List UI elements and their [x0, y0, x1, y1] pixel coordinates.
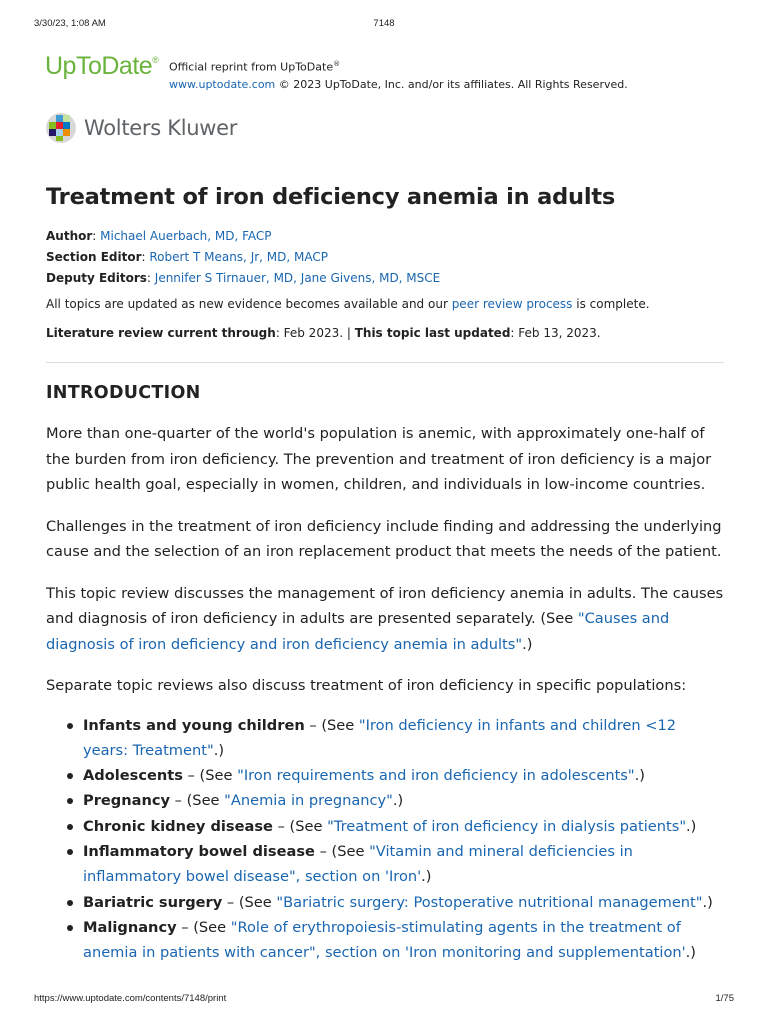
see-text: – (See [222, 893, 277, 911]
close-text: .) [702, 893, 713, 911]
see-text: – (See [170, 792, 225, 810]
last-updated-label: This topic last updated [354, 326, 511, 340]
bullet-icon [67, 849, 73, 855]
uptodate-logo [45, 52, 158, 81]
uptodate-logo-mark: ® [152, 55, 159, 65]
see-text: – (See [304, 716, 359, 734]
population-label: Bariatric surgery [83, 893, 223, 911]
list-item [46, 763, 724, 788]
population-link[interactable]: "Bariatric surgery: Postoperative nutritional management" [276, 893, 703, 911]
lit-review-value: : Feb 2023. | [275, 326, 355, 340]
intro-p3-post: .) [522, 635, 533, 653]
list-item [46, 890, 724, 915]
population-label: Infants and young children [83, 716, 305, 734]
author-line: Author: Michael Auerbach, MD, FACP [46, 229, 272, 243]
section-editor-label: Section Editor [46, 250, 142, 264]
see-text: – (See [176, 918, 231, 936]
see-text: – (See [182, 767, 238, 785]
bullet-icon [67, 925, 73, 931]
list-item [46, 839, 724, 890]
uptodate-logo-text: UpToDate [45, 52, 153, 80]
article-meta [46, 226, 724, 289]
deputy-editors-line: Deputy Editors: Jennifer S Tirnauer, MD, Jane Givens, MD, MSCE [46, 271, 441, 285]
intro-paragraph-3 [46, 581, 724, 658]
population-link[interactable]: "Anemia in pregnancy" [224, 792, 393, 810]
close-text: .) [634, 767, 645, 785]
list-item [46, 788, 724, 813]
print-date: 3/30/23, 1:08 AM [34, 18, 106, 29]
intro-paragraph-2: Challenges in the treatment of iron deficiency include finding and addressing the underlying cause and the selection of an iron replacement product that meets the needs of the patient. [46, 517, 722, 560]
populations-list [46, 713, 724, 966]
population-link[interactable]: "Treatment of iron deficiency in dialysis patients" [327, 817, 687, 835]
list-item [46, 814, 724, 839]
population-link[interactable]: "Iron requirements and iron deficiency in adolescents" [237, 767, 635, 785]
close-text: .) [686, 817, 697, 835]
population-label: Malignancy [83, 918, 177, 936]
peer-review-link[interactable]: peer review process [451, 297, 573, 311]
copyright-text: © 2023 UpToDate, Inc. and/or its affiliates. All Rights Reserved. [278, 77, 628, 91]
section-editor-line: Section Editor: Robert T Means, Jr, MD, MACP [46, 250, 328, 264]
population-link[interactable]: "Role of erythropoiesis-stimulating agents in the treatment of anemia in patients with cancer", section on 'Iron monitoring and supplementation' [83, 918, 686, 962]
see-text: – (See [272, 817, 328, 835]
close-text: .) [213, 741, 225, 759]
print-doc-id: 7148 [373, 18, 395, 29]
update-note-pre: All topics are updated as new evidence becomes available and our [46, 297, 452, 311]
population-label: Inflammatory bowel disease [83, 842, 315, 860]
bullet-icon [67, 773, 73, 779]
close-text: .) [421, 868, 432, 886]
introduction-heading: INTRODUCTION [46, 383, 201, 403]
print-page-number: 1/75 [715, 993, 734, 1004]
reprint-mark: ® [333, 60, 341, 68]
intro-paragraph-1: More than one-quarter of the world's population is anemic, with approximately one-half of the burden from iron deficiency. The prevention and treatment of iron deficiency is a major public health goal, especially in women, children, and individuals in low-income countries. [46, 425, 712, 493]
update-note-post: is complete. [572, 297, 650, 311]
population-label: Chronic kidney disease [83, 817, 273, 835]
population-link[interactable]: "Iron deficiency in infants and children <12 years: Treatment" [83, 716, 677, 759]
close-text: .) [685, 944, 697, 962]
bullet-icon [67, 723, 73, 729]
population-label: Pregnancy [83, 792, 171, 810]
see-text: – (See [314, 842, 370, 860]
review-dates [46, 325, 724, 342]
causes-diagnosis-link[interactable]: "Causes and diagnosis of iron deficiency and iron deficiency anemia in adults" [46, 610, 670, 653]
close-text: .) [392, 792, 404, 810]
last-updated-value: : Feb 13, 2023. [510, 326, 601, 340]
list-item [46, 915, 724, 966]
population-label: Adolescents [83, 767, 183, 785]
deputy-editors-label: Deputy Editors [46, 271, 147, 285]
reprint-notice [169, 56, 689, 93]
population-link[interactable]: "Vitamin and mineral deficiencies in inflammatory bowel disease", section on 'Iron' [83, 842, 633, 886]
author-link[interactable]: Michael Auerbach, MD, FACP [100, 229, 272, 243]
bullet-icon [67, 798, 73, 804]
uptodate-site-link[interactable]: www.uptodate.com [169, 77, 276, 91]
bullet-icon [67, 900, 73, 906]
section-editor-link[interactable]: Robert T Means, Jr, MD, MACP [149, 250, 328, 264]
update-note [46, 296, 724, 313]
section-divider [46, 362, 724, 363]
author-label: Author [46, 229, 93, 243]
reprint-line: Official reprint from UpToDate [169, 60, 334, 74]
print-footer [34, 993, 734, 1004]
article-title: Treatment of iron deficiency anemia in adults [46, 184, 616, 210]
wolters-kluwer-mark-icon [45, 112, 77, 144]
intro-paragraph-4: Separate topic reviews also discuss treatment of iron deficiency in specific populations: [46, 677, 687, 694]
article [46, 180, 724, 965]
deputy-editors-link[interactable]: Jennifer S Tirnauer, MD, Jane Givens, MD, MSCE [154, 271, 441, 285]
wolters-kluwer-name: Wolters Kluwer [84, 116, 238, 140]
print-url: https://www.uptodate.com/contents/7148/print [34, 993, 227, 1004]
bullet-icon [67, 824, 73, 830]
lit-review-label: Literature review current through [46, 326, 276, 340]
intro-p3-text: This topic review discusses the management of iron deficiency anemia in adults. The causes and diagnosis of iron deficiency in adults are presented separately. (See [46, 584, 724, 627]
print-header [34, 18, 734, 29]
list-item [46, 713, 724, 764]
